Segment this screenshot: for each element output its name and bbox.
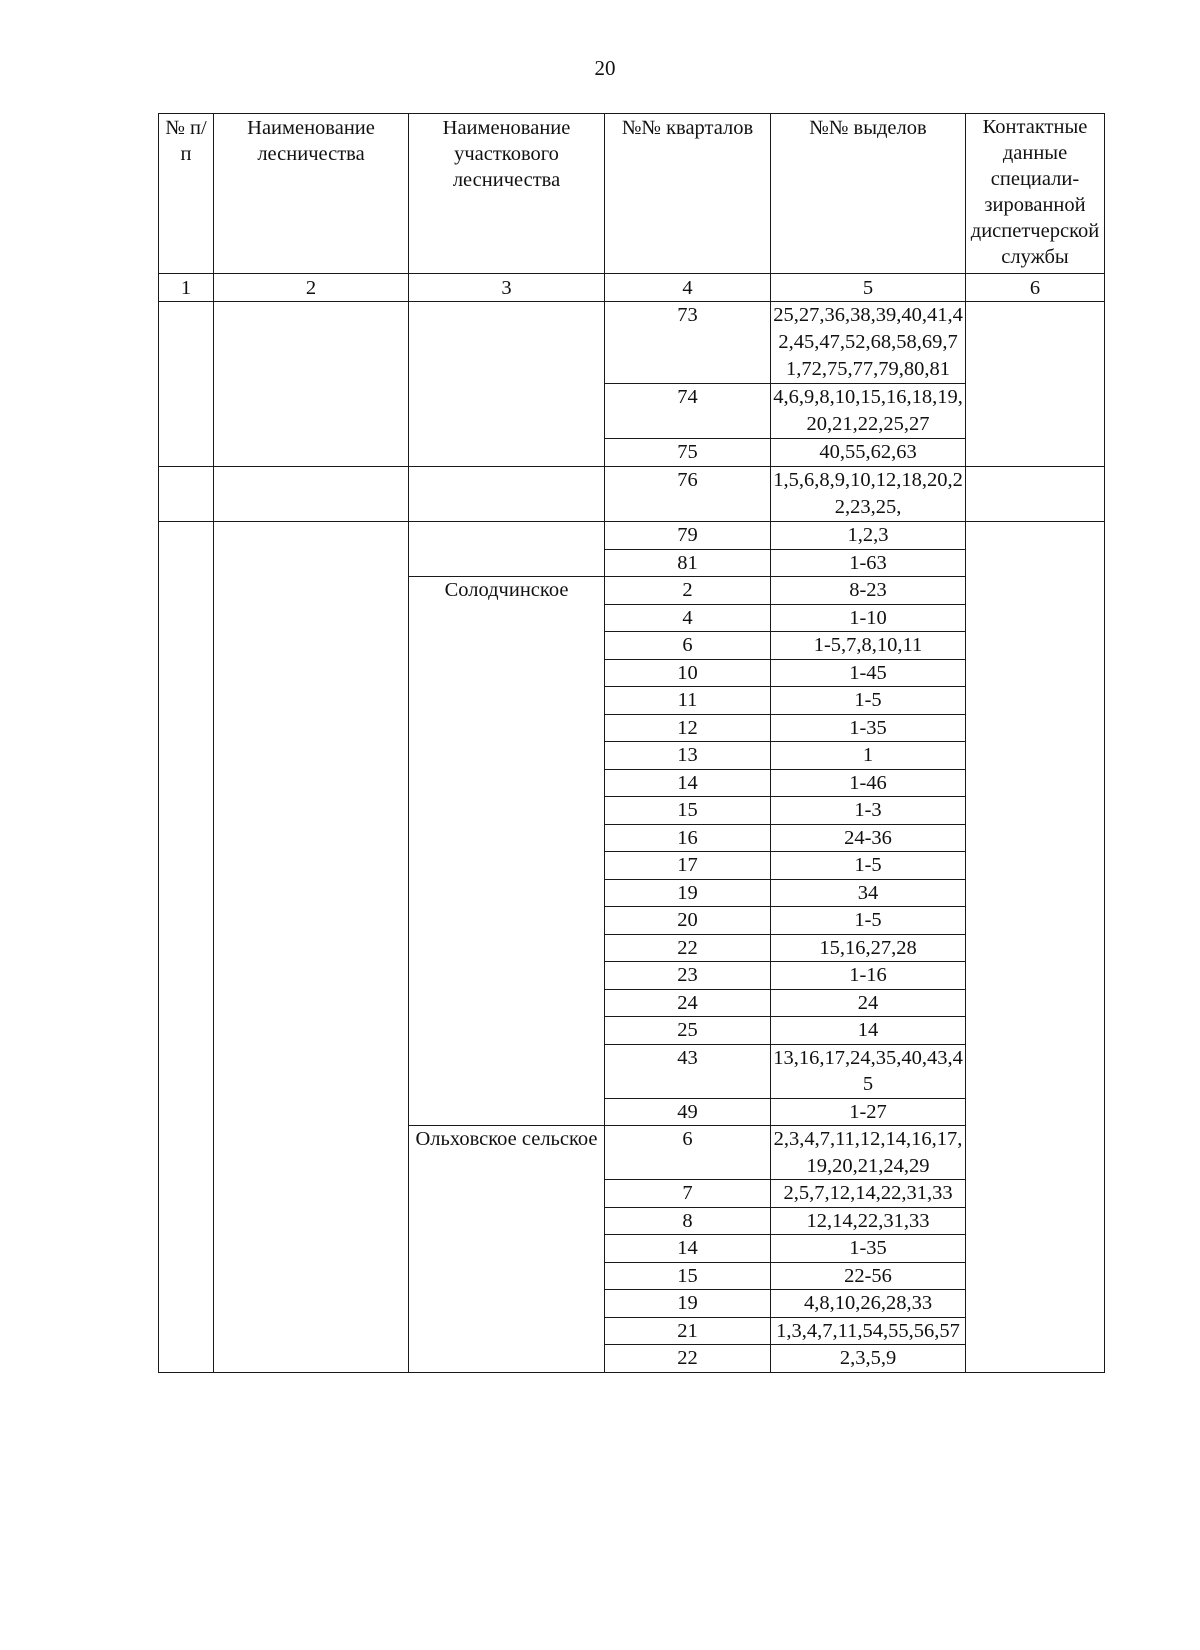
header-row — [159, 114, 1105, 274]
plots-cell: 40,55,62,63 — [771, 439, 966, 467]
district-forestry-cell — [409, 467, 605, 522]
quarter-cell: 22 — [605, 1345, 771, 1373]
quarter-cell: 11 — [605, 687, 771, 715]
quarter-cell: 24 — [605, 989, 771, 1017]
plots-cell: 1,5,6,8,9,10,12,18,20,22,23,25, — [771, 467, 966, 522]
forestry-name-cell — [214, 302, 409, 467]
plots-cell: 1-16 — [771, 962, 966, 990]
quarter-cell: 15 — [605, 797, 771, 825]
plots-cell: 4,6,9,8,10,15,16,18,19,20,21,22,25,27 — [771, 384, 966, 439]
plots-cell: 1-45 — [771, 659, 966, 687]
plots-cell: 12,14,22,31,33 — [771, 1207, 966, 1235]
quarter-cell: 79 — [605, 522, 771, 550]
quarter-cell: 13 — [605, 742, 771, 770]
forestry-name-cell — [214, 522, 409, 1373]
plots-cell: 1,3,4,7,11,54,55,56,57 — [771, 1317, 966, 1345]
plots-cell: 24-36 — [771, 824, 966, 852]
district-forestry-name: Солодчинское — [409, 577, 605, 1126]
quarter-cell: 22 — [605, 934, 771, 962]
plots-cell: 13,16,17,24,35,40,43,45 — [771, 1044, 966, 1098]
header-plots: №№ выделов — [771, 114, 966, 274]
quarter-cell: 74 — [605, 384, 771, 439]
plots-cell: 22-56 — [771, 1262, 966, 1290]
plots-cell: 1-10 — [771, 604, 966, 632]
quarter-cell: 81 — [605, 549, 771, 577]
quarter-cell: 2 — [605, 577, 771, 605]
header-quarters: №№ кварталов — [605, 114, 771, 274]
quarter-cell: 73 — [605, 302, 771, 384]
plots-cell: 24 — [771, 989, 966, 1017]
column-number: 1 — [159, 274, 214, 302]
quarter-cell: 23 — [605, 962, 771, 990]
plots-cell: 1-63 — [771, 549, 966, 577]
contacts-cell — [966, 467, 1105, 522]
plots-cell: 8-23 — [771, 577, 966, 605]
district-forestry-cell — [409, 302, 605, 467]
quarter-cell: 12 — [605, 714, 771, 742]
plots-cell: 1-5,7,8,10,11 — [771, 632, 966, 660]
forestry-name-cell — [214, 467, 409, 522]
district-forestry-cell — [409, 522, 605, 577]
quarter-cell: 6 — [605, 1126, 771, 1180]
plots-cell: 1-5 — [771, 687, 966, 715]
plots-cell: 1-5 — [771, 907, 966, 935]
quarter-cell: 10 — [605, 659, 771, 687]
header-forestry-name: Наименование лесничества — [214, 114, 409, 274]
row-number-cell — [159, 302, 214, 467]
plots-cell: 4,8,10,26,28,33 — [771, 1290, 966, 1318]
column-number: 5 — [771, 274, 966, 302]
quarter-cell: 49 — [605, 1098, 771, 1126]
plots-cell: 1,2,3 — [771, 522, 966, 550]
row-number-cell — [159, 522, 214, 1373]
table-row — [159, 522, 1105, 550]
plots-cell: 14 — [771, 1017, 966, 1045]
district-forestry-name: Ольховское сельское — [409, 1126, 605, 1373]
quarter-cell: 14 — [605, 1235, 771, 1263]
quarter-cell: 19 — [605, 1290, 771, 1318]
plots-cell: 2,3,5,9 — [771, 1345, 966, 1373]
quarter-cell: 16 — [605, 824, 771, 852]
plots-cell: 2,3,4,7,11,12,14,16,17,19,20,21,24,29 — [771, 1126, 966, 1180]
plots-cell: 1-27 — [771, 1098, 966, 1126]
quarter-cell: 43 — [605, 1044, 771, 1098]
quarter-cell: 4 — [605, 604, 771, 632]
column-number: 3 — [409, 274, 605, 302]
quarter-cell: 8 — [605, 1207, 771, 1235]
plots-cell: 34 — [771, 879, 966, 907]
quarter-cell: 76 — [605, 467, 771, 522]
plots-cell: 15,16,27,28 — [771, 934, 966, 962]
contacts-cell — [966, 522, 1105, 1373]
quarter-cell: 75 — [605, 439, 771, 467]
column-number: 2 — [214, 274, 409, 302]
plots-cell: 1-35 — [771, 1235, 966, 1263]
column-number-row — [159, 274, 1105, 302]
row-number-cell — [159, 467, 214, 522]
plots-cell: 1-3 — [771, 797, 966, 825]
quarter-cell: 25 — [605, 1017, 771, 1045]
plots-cell: 1-46 — [771, 769, 966, 797]
column-number: 4 — [605, 274, 771, 302]
table-row — [159, 302, 1105, 384]
quarter-cell: 6 — [605, 632, 771, 660]
plots-cell: 1-35 — [771, 714, 966, 742]
plots-cell: 1-5 — [771, 852, 966, 880]
header-number: № п/п — [159, 114, 214, 274]
quarter-cell: 15 — [605, 1262, 771, 1290]
plots-cell: 1 — [771, 742, 966, 770]
quarter-cell: 21 — [605, 1317, 771, 1345]
forest-quarters-table — [158, 113, 1105, 1373]
header-district-forestry-name: Наименование участкового лесничества — [409, 114, 605, 274]
header-contacts: Контактные данные специали-зированной диспетчерской службы — [966, 114, 1105, 274]
contacts-cell — [966, 302, 1105, 467]
column-number: 6 — [966, 274, 1105, 302]
plots-cell: 25,27,36,38,39,40,41,42,45,47,52,68,58,69,71,72,75,77,79,80,81 — [771, 302, 966, 384]
quarter-cell: 20 — [605, 907, 771, 935]
plots-cell: 2,5,7,12,14,22,31,33 — [771, 1180, 966, 1208]
page-number: 20 — [594, 56, 616, 80]
quarter-cell: 7 — [605, 1180, 771, 1208]
quarter-cell: 14 — [605, 769, 771, 797]
quarter-cell: 17 — [605, 852, 771, 880]
table-row — [159, 467, 1105, 522]
quarter-cell: 19 — [605, 879, 771, 907]
